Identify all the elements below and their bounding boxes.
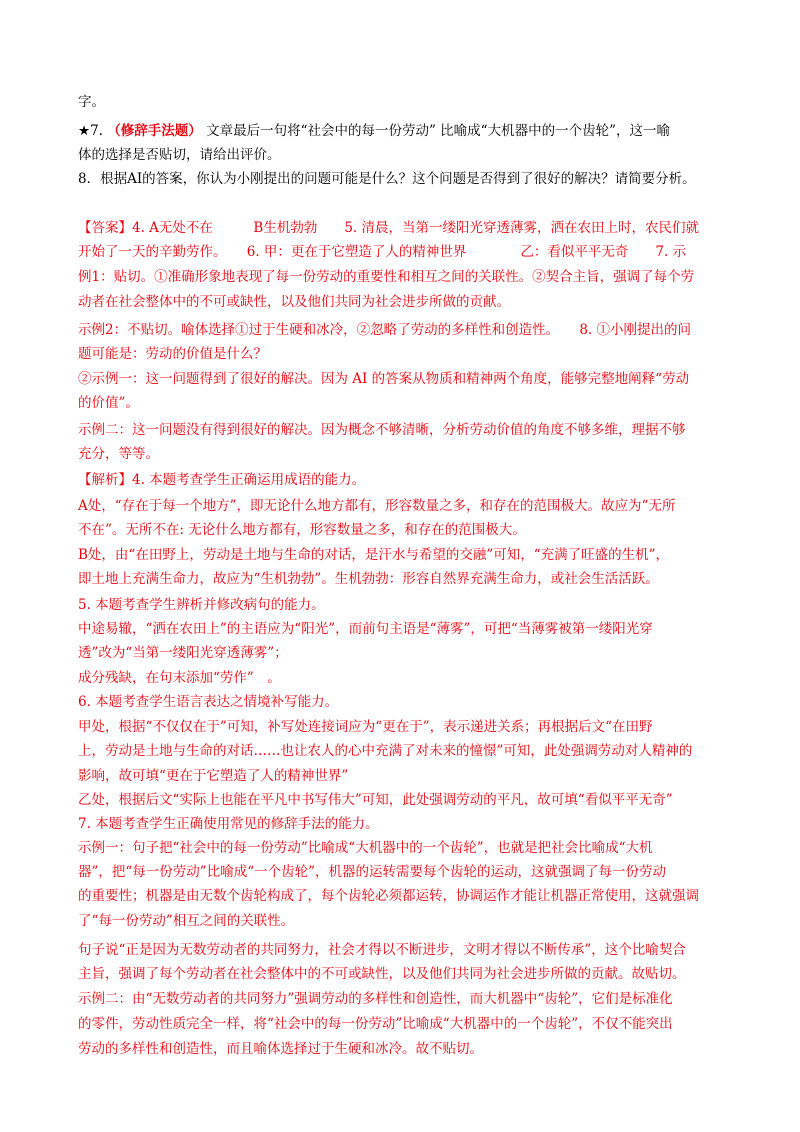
answer-line: 【解析】4. 本题考查学生正确运用成语的能力。 <box>78 472 366 488</box>
answer-line: 即土地上充满生命力，故应为“生机勃勃”。生机勃勃：形容自然界充满生命力，或社会生活活跃。 <box>78 571 659 587</box>
answer-line: 【答案】4. A无处不在 B生机勃勃 5. 清晨，当第一缕阳光穿透薄雾，洒在农田上时，农民们就 <box>78 220 700 236</box>
answer-line: 主旨，强调了每个劳动者在社会整体中的不可或缺性，以及他们共同为社会进步所做的贡献。故贴切。 <box>78 966 686 982</box>
answer-line: 上，劳动是土地与生命的对话……也让农人的心中充满了对未来的憧憬”可知，此处强调劳动对人精神的 <box>78 743 693 759</box>
answer-line: B处，由“在田野上，劳动是土地与生命的对话，是汗水与希望的交融”可知，“充满了旺盛的生机”， <box>78 547 670 563</box>
answer-line: ②示例一：这一问题得到了很好的解决。因为 AI 的答案从物质和精神两个角度，能够完整地阐释“劳动 <box>78 371 690 387</box>
answer-line: 5. 本题考查学生辨析并修改病句的能力。 <box>78 597 325 613</box>
q7-line-2: 体的选择是否贴切，请给出评价。 <box>78 147 281 163</box>
answer-line: 甲处，根据“不仅仅在于”可知，补写处连接词应为“更在于”，表示递进关系；再根据后文“在田野 <box>78 719 653 735</box>
answer-line: 成分残缺，在句末添加“劳作” 。 <box>78 670 281 686</box>
answer-line: 6. 本题考查学生语言表达之情境补写能力。 <box>78 694 339 710</box>
answer-line: 不在”。无所不在: 无论什么地方都有，形容数量之多，和存在的范围极大。 <box>78 522 526 538</box>
answer-line: 的零件，劳动性质完全一样，将“社会中的每一份劳动”比喻成“大机器中的一个齿轮”，不仅不能突出 <box>78 1016 673 1032</box>
answer-line: A处，“存在于每一个地方”，即无论什么地方都有，形容数量之多，和存在的范围极大。故应为“无所 <box>78 498 676 514</box>
answer-line: 影响，故可填“更在于它塑造了人的精神世界” <box>78 768 349 784</box>
q6-tail: 字。 <box>78 94 105 110</box>
answer-line: 乙处，根据后文“实际上也能在平凡中书写伟大”可知，此处强调劳动的平凡，故可填“看似平平无奇” <box>78 792 673 808</box>
q7-tag: （修辞手法题） <box>107 123 202 139</box>
q7-line-1 <box>78 119 738 143</box>
answer-line: 示例2：不贴切。喻体选择①过于生硬和冰冷，②忽略了劳动的多样性和创造性。 8. ①小刚提出的问 <box>78 322 692 338</box>
answer-line: 器”，把“每一份劳动”比喻成“一个齿轮”，机器的运转需要每个齿轮的运动，这就强调了每一份劳动 <box>78 864 667 880</box>
answer-line: 示例一：句子把“社会中的每一份劳动”比喻成“大机器中的一个齿轮”，也就是把社会比喻成“大机 <box>78 840 653 856</box>
answer-line: 了“每一份劳动”相互之间的关联性。 <box>78 913 295 929</box>
answer-line: 7. 本题考查学生正确使用常见的修辞手法的能力。 <box>78 816 379 832</box>
answer-line: 句子说“正是因为无数劳动者的共同努力，社会才得以不断进步，文明才得以不断传承”，这个比喻契合 <box>78 942 686 958</box>
q7-number: ★7. <box>78 123 103 139</box>
q7-text-1: 文章最后一句将“社会中的每一份劳动” 比喻成“大机器中的一个齿轮”，这一喻 <box>206 123 670 139</box>
answer-line: 动者在社会整体中的不可或缺性，以及他们共同为社会进步所做的贡献。 <box>78 294 510 310</box>
answer-line: 例1：贴切。①准确形象地表现了每一份劳动的重要性和相互之间的关联性。②契合主旨，强调了每个劳 <box>78 269 695 285</box>
q8-line: 8．根据AI的答案，你认为小刚提出的问题可能是什么？这个问题是否得到了很好的解决？请简要分析。 <box>78 171 696 187</box>
answer-line: 透”改为“当第一缕阳光穿透薄雾”； <box>78 645 288 661</box>
answer-line: 中途易辙，“洒在农田上”的主语应为“阳光”，而前句主语是“薄雾”，可把“当薄雾被第一缕阳光穿 <box>78 621 653 637</box>
answer-line: 开始了一天的辛勤劳作。 6. 甲：更在于它塑造了人的精神世界 乙：看似平平无奇 7. 示 <box>78 244 687 260</box>
answer-line: 示例二：由“无数劳动者的共同努力”强调劳动的多样性和创造性，而大机器中“齿轮”，它们是标准化 <box>78 991 673 1007</box>
answer-line: 劳动的多样性和创造性，而且喻体选择过于生硬和冰冷。故不贴切。 <box>78 1041 483 1057</box>
answer-line: 的重要性；机器是由无数个齿轮构成了，每个齿轮必须都运转，协调运作才能让机器正常使用，这就强调 <box>78 888 699 904</box>
answer-line: 题可能是：劳动的价值是什么？ <box>78 346 267 362</box>
answer-line: 充分，等等。 <box>78 446 159 462</box>
answer-line: 示例二：这一问题没有得到很好的解决。因为概念不够清晰，分析劳动价值的角度不够多维，理据不够 <box>78 422 686 438</box>
answer-line: 的价值”。 <box>78 395 139 411</box>
